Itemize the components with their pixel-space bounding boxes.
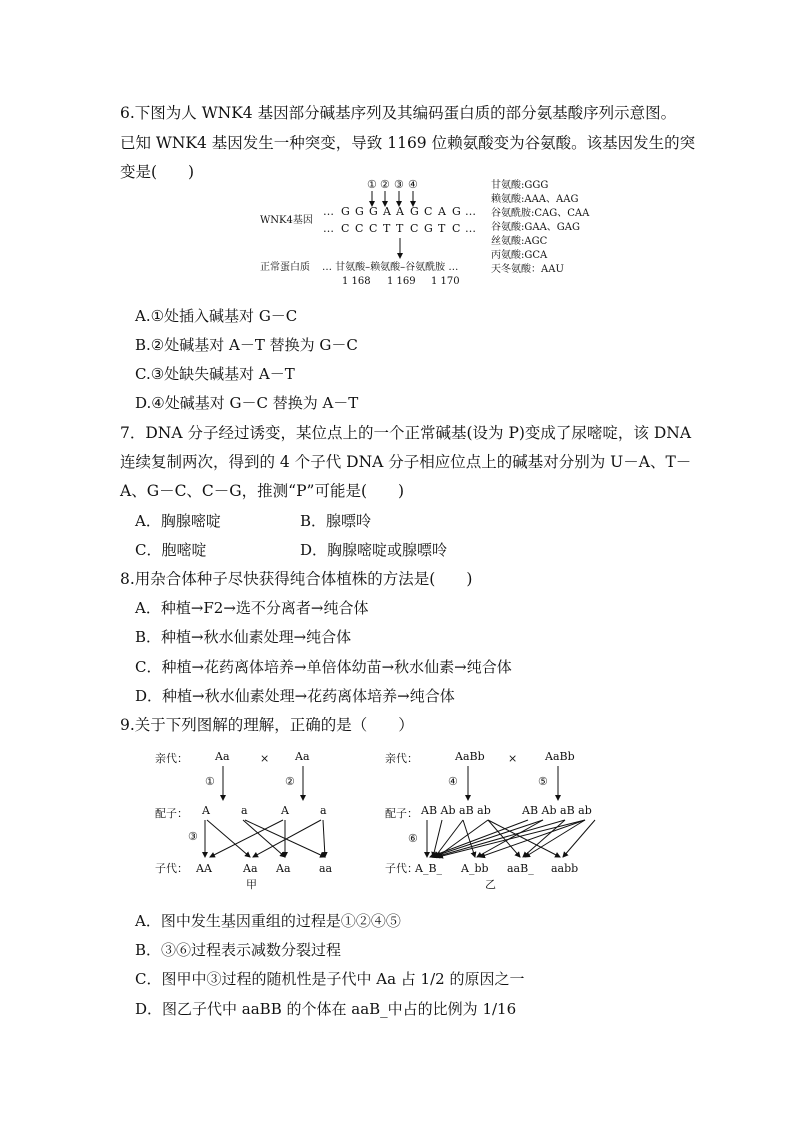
base: T	[383, 222, 391, 235]
base: C	[410, 222, 419, 235]
parent-2: AaBb	[545, 750, 575, 763]
offspring: AA	[196, 862, 212, 875]
q6-figure	[255, 175, 595, 290]
offspring: A_B_	[415, 862, 443, 875]
gamete-label: 配子：	[155, 807, 188, 820]
codon-table-row: 丙氨酸:GCA	[491, 250, 548, 261]
offspring-label: 子代：	[155, 862, 188, 875]
q8-option-b[interactable]: B．种植→秋水仙素处理→纯合体	[135, 628, 352, 646]
codon-table-row: 甘氨酸:GGG	[491, 180, 549, 191]
q9-option-b[interactable]: B．③⑥过程表示减数分裂过程	[135, 941, 342, 959]
base: C	[369, 222, 378, 235]
q9-figure-yi	[385, 745, 615, 895]
offspring-label: 子代：	[385, 862, 418, 875]
base: A	[438, 205, 446, 218]
gene-label: WNK4基因	[260, 215, 313, 226]
step-3: ③	[188, 830, 198, 843]
q6-stem-line3: 变是( )	[120, 163, 195, 181]
q8-option-c[interactable]: C．种植→花药离体培养→单倍体幼苗→秋水仙素→纯合体	[135, 658, 512, 676]
offspring: Aa	[243, 862, 258, 875]
step-4: ④	[448, 775, 458, 788]
parent-label: 亲代：	[155, 752, 188, 765]
gamete: A	[202, 804, 210, 817]
base: G	[369, 205, 378, 218]
marker-4: ④	[408, 178, 418, 191]
base: G	[410, 205, 419, 218]
base: T	[396, 222, 404, 235]
protein-label: 正常蛋白质	[260, 262, 310, 273]
cross-sign: ×	[508, 752, 518, 765]
q6-option-b[interactable]: B.②处碱基对 A－T 替换为 G－C	[135, 336, 358, 354]
strand-bottom-end: …	[465, 222, 476, 235]
offspring: aabb	[551, 862, 579, 875]
codon-table-row: 谷氨酸:GAA、GAG	[491, 222, 580, 233]
q6-option-d[interactable]: D.④处碱基对 G－C 替换为 A－T	[135, 394, 359, 412]
step-5: ⑤	[538, 775, 548, 788]
parent-1: Aa	[215, 750, 230, 763]
q9-figure-jia	[155, 745, 355, 895]
q6-stem-line2: 已知 WNK4 基因发生一种突变，导致 1169 位赖氨酸变为谷氨酸。该基因发生的突	[120, 134, 696, 152]
offspring: Aa	[276, 862, 291, 875]
q7-option-b[interactable]: B．腺嘌呤	[300, 512, 372, 530]
step-2: ②	[285, 775, 295, 788]
base: G	[452, 205, 461, 218]
strand-top-start: …	[323, 205, 334, 218]
q8-option-d[interactable]: D．种植→秋水仙素处理→花药离体培养→纯合体	[135, 687, 455, 705]
protein-sequence: … 甘氨酸–赖氨酸–谷氨酰胺 …	[322, 262, 459, 273]
position-1169: 1 169	[387, 276, 416, 287]
q6-stem-line1: 6.下图为人 WNK4 基因部分碱基序列及其编码蛋白质的部分氨基酸序列示意图。	[120, 104, 677, 122]
position-1170: 1 170	[431, 276, 460, 287]
position-1168: 1 168	[342, 276, 371, 287]
base: T	[438, 222, 446, 235]
q9-option-c[interactable]: C．图甲中③过程的随机性是子代中 Aa 占 1/2 的原因之一	[135, 970, 525, 988]
codon-table-row: 谷氨酰胺:CAG、CAA	[491, 208, 590, 219]
base: C	[424, 205, 433, 218]
base: C	[341, 222, 350, 235]
q9-stem: 9.关于下列图解的理解，正确的是（ ）	[120, 716, 414, 734]
gametes-left: AB Ab aB ab	[421, 804, 491, 817]
marker-2: ②	[380, 178, 390, 191]
strand-bottom-start: …	[323, 222, 334, 235]
parent-label: 亲代：	[385, 752, 418, 765]
base: G	[355, 205, 364, 218]
q8-stem: 8.用杂合体种子尽快获得纯合体植株的方法是( )	[120, 570, 473, 588]
gamete: a	[241, 804, 248, 817]
marker-3: ③	[394, 178, 404, 191]
q9-option-a[interactable]: A．图中发生基因重组的过程是①②④⑤	[135, 912, 401, 930]
base: C	[452, 222, 461, 235]
step-6: ⑥	[408, 832, 418, 845]
figure-caption: 乙	[485, 878, 496, 891]
step-1: ①	[205, 775, 215, 788]
gamete: A	[281, 804, 289, 817]
strand-top-end: …	[465, 205, 476, 218]
q9-option-d[interactable]: D．图乙子代中 aaBB 的个体在 aaB_中占的比例为 1/16	[135, 1000, 517, 1018]
q6-option-a[interactable]: A.①处插入碱基对 G－C	[135, 307, 298, 325]
q7-option-c[interactable]: C．胞嘧啶	[135, 541, 207, 559]
offspring: aaB_	[507, 862, 534, 875]
q7-option-a[interactable]: A．胸腺嘧啶	[135, 512, 221, 530]
marker-1: ①	[367, 178, 377, 191]
base: A	[396, 205, 404, 218]
base: G	[424, 222, 433, 235]
cross-sign: ×	[260, 752, 270, 765]
q6-option-c[interactable]: C.③处缺失碱基对 A－T	[135, 365, 295, 383]
parent-1: AaBb	[455, 750, 485, 763]
q7-stem-line3: A、G－C、C－G，推测“P”可能是( )	[120, 482, 405, 500]
base: G	[341, 205, 350, 218]
codon-table-row: 丝氨酸:AGC	[491, 236, 548, 247]
q7-option-d[interactable]: D．胸腺嘧啶或腺嘌呤	[300, 541, 448, 559]
base: C	[355, 222, 364, 235]
offspring: aa	[319, 862, 333, 875]
gamete-label: 配子：	[385, 807, 418, 820]
figure-caption: 甲	[246, 878, 257, 891]
q7-stem-line1: 7．DNA 分子经过诱变，某位点上的一个正常碱基(设为 P)变成了尿嘧啶，该 DNA	[120, 424, 692, 442]
codon-table-row: 天冬氨酸：AAU	[491, 264, 564, 275]
gametes-right: AB Ab aB ab	[522, 804, 592, 817]
base: A	[383, 205, 391, 218]
parent-2: Aa	[295, 750, 310, 763]
gamete: a	[320, 804, 327, 817]
codon-table-row: 赖氨酸:AAA、AAG	[491, 194, 579, 205]
q7-stem-line2: 连续复制两次，得到的 4 个子代 DNA 分子相应位点上的碱基对分别为 U－A、T－	[120, 453, 692, 471]
offspring: A_bb	[461, 862, 489, 875]
q8-option-a[interactable]: A．种植→F2→选不分离者→纯合体	[135, 599, 369, 617]
